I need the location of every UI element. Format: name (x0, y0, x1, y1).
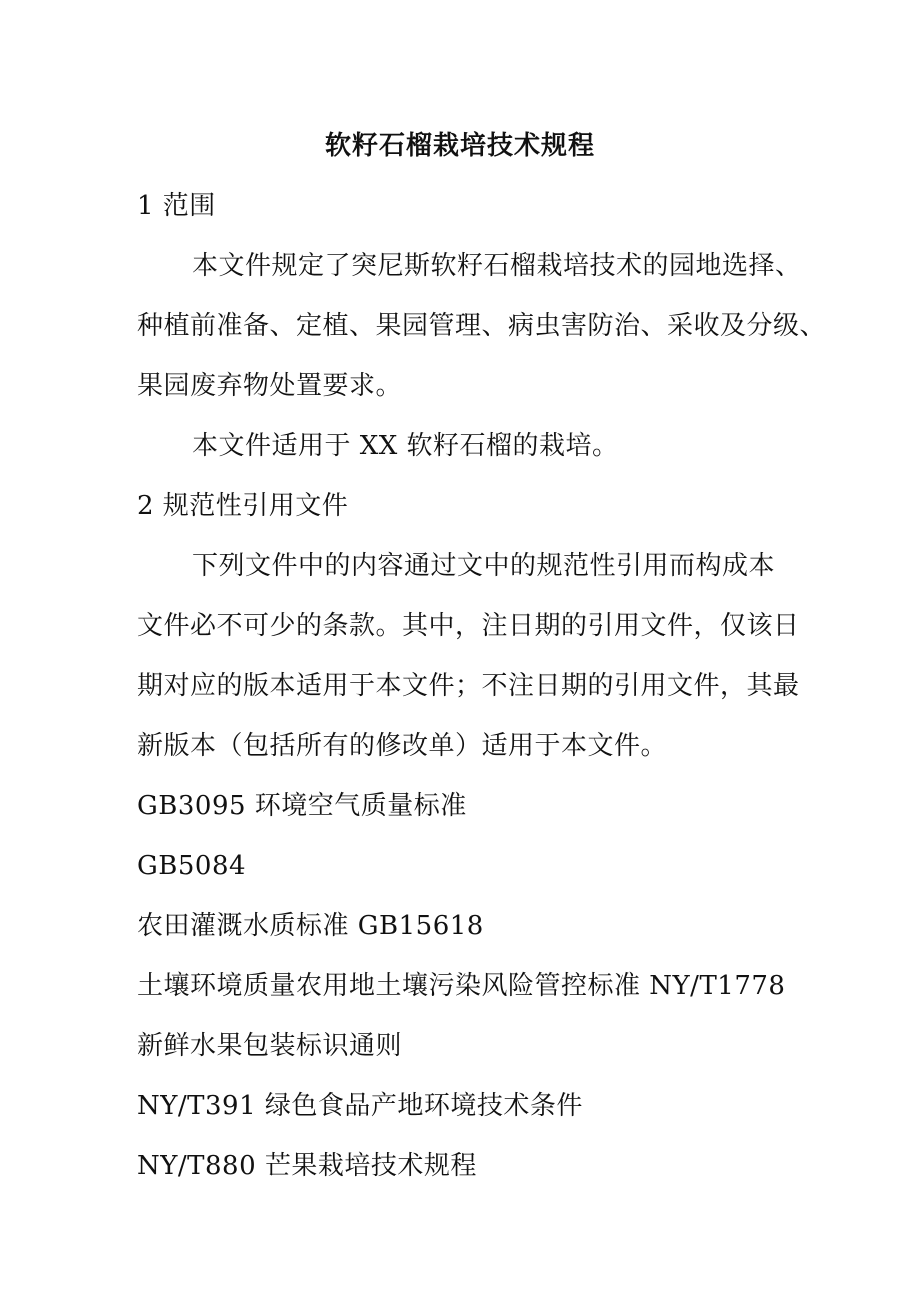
reference-item: 农田灌溉水质标准 GB15618 (137, 911, 484, 941)
paragraph-line: 期对应的版本适用于本文件；不注日期的引用文件，其最 (137, 671, 800, 701)
paragraph-line: 下列文件中的内容通过文中的规范性引用而构成本 (192, 551, 776, 581)
paragraph-line: 果园废弃物处置要求。 (137, 371, 403, 401)
paragraph-line: 本文件规定了突尼斯软籽石榴栽培技术的园地选择、 (192, 251, 802, 281)
reference-item: GB5084 (137, 851, 247, 881)
paragraph-line: 本文件适用于 XX 软籽石榴的栽培。 (192, 431, 619, 461)
reference-item: NY/T880 芒果栽培技术规程 (137, 1151, 477, 1181)
document-title: 软籽石榴栽培技术规程 (324, 131, 595, 161)
reference-item: NY/T391 绿色食品产地环境技术条件 (137, 1091, 583, 1121)
section-heading-normative-references: 2 规范性引用文件 (137, 491, 349, 521)
section-heading-scope: 1 范围 (137, 191, 216, 221)
reference-item: 新鲜水果包装标识通则 (137, 1031, 403, 1061)
reference-item: 土壤环境质量农用地土壤污染风险管控标准 NY/T1778 (137, 971, 786, 1001)
paragraph-line: 文件必不可少的条款。其中，注日期的引用文件，仅该日 (137, 611, 800, 641)
paragraph-line: 新版本（包括所有的修改单）适用于本文件。 (137, 731, 668, 761)
reference-item: GB3095 环境空气质量标准 (137, 791, 467, 821)
paragraph-line: 种植前准备、定植、果园管理、病虫害防治、采收及分级、 (137, 311, 827, 341)
